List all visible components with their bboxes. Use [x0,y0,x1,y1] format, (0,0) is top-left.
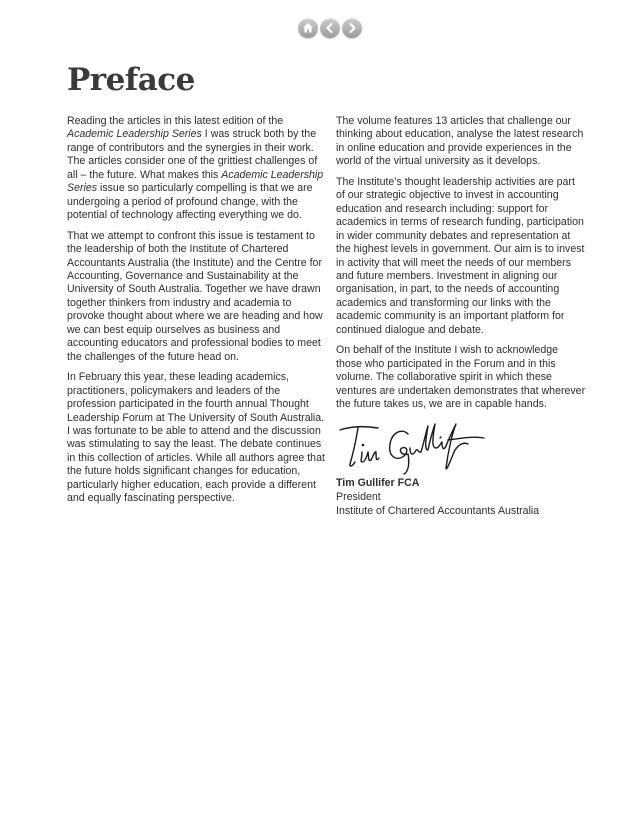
paragraph-forum: In February this year, these leading academics, practitioners, policymakers and leaders of the profession participated in the fourth annual Thought Leadership Forum at The University of South Australia. I was fortunate to be able to attend and the discussion was stimulating to say the least. The debate continues in this collection of articles. While all authors agree that the future holds significant changes for education, particularly higher education, each provide a different and equally fascinating perspective. [67,371,325,505]
home-icon [302,22,314,34]
paragraph-activities: The Institute’s thought leadership activities are part of our strategic objective to invest in accounting education and research including: support for academics in terms of research funding, participation in wider community debates and representation at the highest levels in government. Our aim is to invest in activity that will meet the needs of our members and future members. Investment in aligning our organisation, in part, to the needs of accounting academics and transforming our links with the academic community is an important platform for continued dialogue and debate. [336,175,585,336]
chevron-right-icon [346,22,358,34]
paragraph-volume: The volume features 13 articles that challenge our thinking about education, analyse the latest research in online education and provide experiences in the world of the virtual university as it develops. [336,115,584,168]
signatory-organisation: Institute of Chartered Accountants Australia [336,504,540,517]
series-name: Academic Leadership Series [67,168,324,195]
paragraph-acknowledgement: On behalf of the Institute I wish to acknowledge those who participated in the Forum and in this volume. The collaborative spirit in which these ventures are undertaken demonstrates that wherever the future takes us, we are in capable hands. [336,344,586,411]
previous-page-button[interactable] [320,18,340,38]
signature-image [338,418,488,476]
signatory-name: Tim Gullifer FCA [336,477,420,489]
paragraph-leadership: That we attempt to confront this issue is testament to the leadership of both the Institute of Chartered Accountants Australia (the Institute) and the Centre for Accounting, Governance and Sustainability at the University of South Australia. Together we have drawn together thinkers from industry and academia to provoke thought about where we are heading and how we can best equip ourselves as business and accounting educators and professional bodies to meet the challenges of the future head on. [67,229,323,363]
paragraph-intro: Reading the articles in this latest edition of the Academic Leadership Series I was struck both by the range of contributors and the synergies in their work. The articles consider one of the grittiest challenges of all – the future. What makes this Academic Leadership Series issue so particularly compelling is that we are undergoing a period of profound change, with the potential of technology affecting everything we do. [67,115,324,222]
chevron-left-icon [324,22,336,34]
page-title: Preface [67,62,195,98]
signature-block [336,477,539,518]
page-nav [298,18,362,38]
series-name: Academic Leadership Series [67,128,202,141]
left-column [67,115,329,513]
signatory-role: President [336,490,381,503]
home-button[interactable] [298,18,318,38]
next-page-button[interactable] [342,18,362,38]
right-column [336,115,586,419]
